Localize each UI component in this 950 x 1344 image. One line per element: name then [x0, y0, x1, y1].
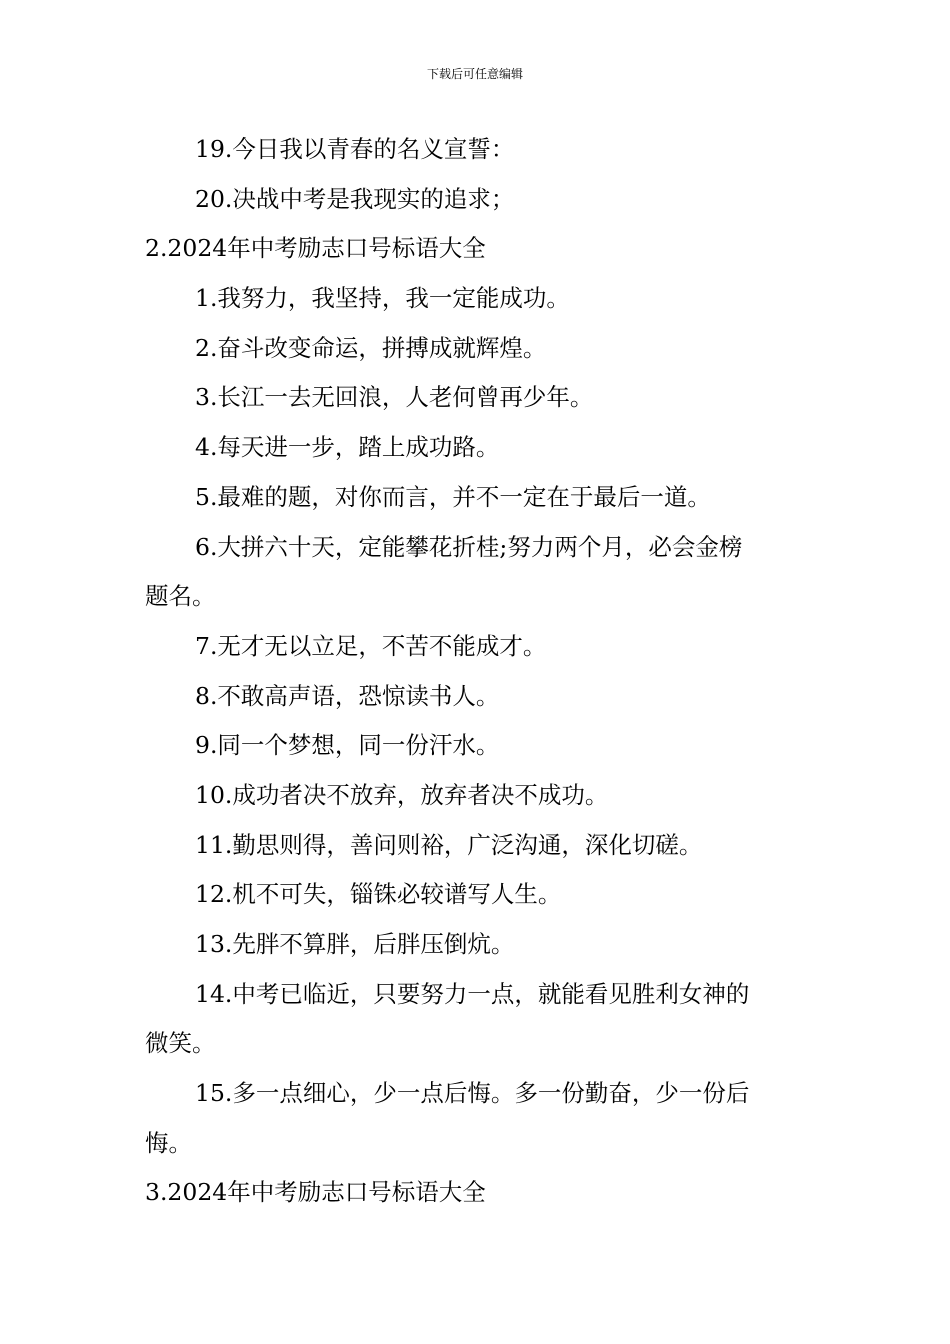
text-line: 3.长江一去无回浪，人老何曾再少年。 [195, 383, 594, 412]
text-line-continuation: 微笑。 [145, 1029, 216, 1058]
text-line: 10.成功者决不放弃，放弃者决不成功。 [195, 780, 609, 809]
text-line: 8.不敢高声语，恐惊读书人。 [195, 681, 500, 710]
text-line: 11.勤思则得，善问则裕，广泛沟通，深化切磋。 [195, 830, 703, 859]
text-line: 2.奋斗改变命运，拼搏成就辉煌。 [195, 333, 547, 362]
text-line: 5.最难的题，对你而言，并不一定在于最后一道。 [195, 482, 711, 511]
text-line: 1.我努力，我坚持，我一定能成功。 [195, 284, 570, 313]
text-line-continuation: 题名。 [145, 582, 216, 611]
section-heading: 3.2024年中考励志口号标语大全 [145, 1178, 486, 1207]
text-line: 19.今日我以青春的名义宣誓： [195, 135, 515, 163]
document-body [145, 125, 810, 1218]
text-line: 4.每天进一步，踏上成功路。 [195, 433, 500, 462]
section-heading: 2.2024年中考励志口号标语大全 [145, 234, 486, 263]
text-line: 9.同一个梦想，同一份汗水。 [195, 731, 500, 760]
text-line: 20.决战中考是我现实的追求； [195, 184, 515, 213]
text-line: 13.先胖不算胖，后胖压倒炕。 [195, 930, 515, 958]
text-line: 7.无才无以立足，不苦不能成才。 [195, 631, 547, 660]
text-line-continuation: 悔。 [145, 1128, 192, 1157]
text-line: 12.机不可失，锱铢必较谱写人生。 [195, 880, 562, 909]
text-line: 15.多一点细心，少一点后悔。多一份勤奋，少一份后 [195, 1079, 750, 1108]
text-line: 6.大拼六十天，定能攀花折桂;努力两个月，必会金榜 [195, 532, 743, 561]
text-line: 14.中考已临近，只要努力一点，就能看见胜利女神的 [195, 979, 750, 1008]
page-header: 下载后可任意编辑 [426, 67, 523, 81]
